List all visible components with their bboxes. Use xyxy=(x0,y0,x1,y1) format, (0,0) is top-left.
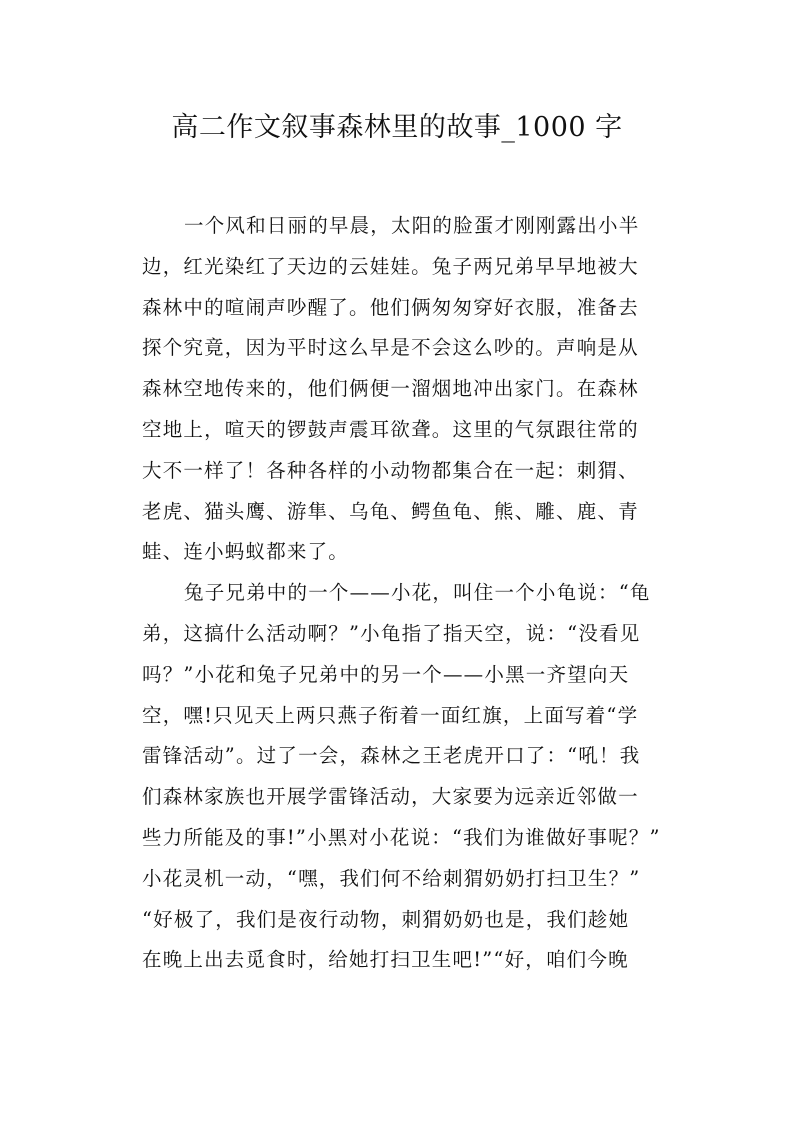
document-body xyxy=(142,206,660,981)
text-line: 雷锋活动”。过了一会，森林之王老虎开口了：“吼！我 xyxy=(142,744,641,768)
text-line: 弟，这搞什么活动啊？”小龟指了指天空，说：“没看见 xyxy=(142,621,641,645)
text-line: 空地上，喧天的锣鼓声震耳欲聋。这里的气氛跟往常的 xyxy=(142,417,639,441)
text-line: 兔子兄弟中的一个——小花，叫住一个小龟说：“龟 xyxy=(184,581,651,605)
text-line: “好极了，我们是夜行动物，刺猬奶奶也是，我们趁她 xyxy=(142,907,630,931)
text-line: 些力所能及的事!”小黑对小花说：“我们为谁做好事呢？” xyxy=(142,825,661,849)
paragraph-1 xyxy=(142,206,660,573)
text-line: 森林中的喧闹声吵醒了。他们俩匆匆穿好衣服，准备去 xyxy=(142,295,639,319)
text-line: 在晚上出去觅食时，给她打扫卫生吧!”“好，咱们今晚 xyxy=(142,948,629,972)
text-line: 探个究竟，因为平时这么早是不会这么吵的。声响是从 xyxy=(142,336,639,360)
text-line: 们森林家族也开展学雷锋活动，大家要为远亲近邻做一 xyxy=(142,785,639,809)
document-title: 高二作文叙事森林里的故事_1000 字 xyxy=(171,112,623,143)
text-line: 小花灵机一动，“嘿，我们何不给刺猬奶奶打扫卫生？” xyxy=(142,866,641,890)
text-line: 森林空地传来的，他们俩便一溜烟地冲出家门。在森林 xyxy=(142,377,639,401)
text-line: 老虎、猫头鹰、游隼、乌龟、鳄鱼龟、熊、雕、鹿、青 xyxy=(142,499,639,523)
text-line: 空，嘿!只见天上两只燕子衔着一面红旗，上面写着“学 xyxy=(142,703,639,727)
text-line: 吗？”小花和兔子兄弟中的另一个——小黑一齐望向天 xyxy=(142,662,630,686)
text-line: 一个风和日丽的早晨，太阳的脸蛋才刚刚露出小半 xyxy=(184,214,640,237)
paragraph-2 xyxy=(142,573,660,981)
text-line: 蛙、连小蚂蚁都来了。 xyxy=(142,540,350,564)
text-line: 边，红光染红了天边的云娃娃。兔子两兄弟早早地被大 xyxy=(142,254,639,278)
text-line: 大不一样了！各种各样的小动物都集合在一起：刺猬、 xyxy=(142,458,639,482)
